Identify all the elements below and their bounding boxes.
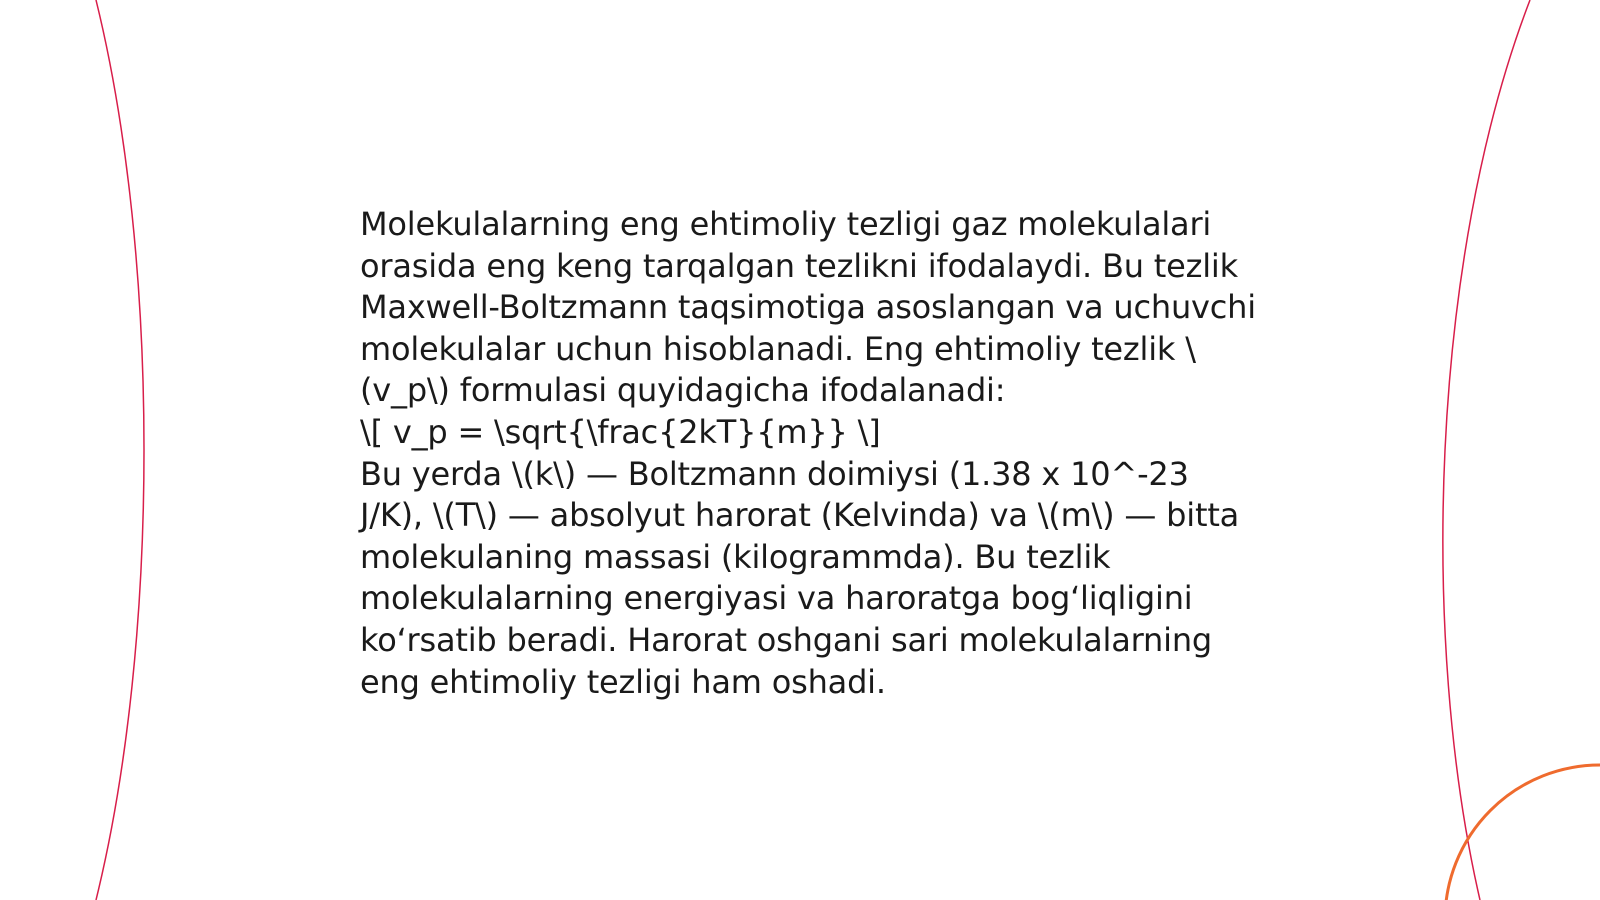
right-arc-line — [1443, 0, 1530, 900]
paragraph-intro: Molekulalarning eng ehtimoliy tezligi gaz molekulalari orasida eng keng tarqalgan tezlikni ifodalaydi. Bu tezlik Maxwell-Boltzmann taqsimotiga asoslangan va uchuvchi molekulalar uchun hisoblanadi. Eng ehtimoliy tezlik \(v_p\) formulasi quyidagicha ifodalanadi: — [360, 205, 1256, 410]
slide-body-text — [360, 204, 1260, 703]
paragraph-formula: \[ v_p = \sqrt{\frac{2kT}{m}} \] — [360, 412, 881, 451]
orange-circle-accent — [1445, 765, 1600, 900]
left-arc-line — [96, 0, 144, 900]
paragraph-explanation: Bu yerda \(k\) — Boltzmann doimiysi (1.38 x 10^-23 J/K), \(T\) — absolyut harorat (Kelvinda) va \(m\) — bitta molekulaning massasi (kilogrammda). Bu tezlik molekulalarning energiyasi va haroratga bog‘liqligini ko‘rsatib beradi. Harorat oshgani sari molekulalarning eng ehtimoliy tezligi ham oshadi. — [360, 454, 1240, 701]
